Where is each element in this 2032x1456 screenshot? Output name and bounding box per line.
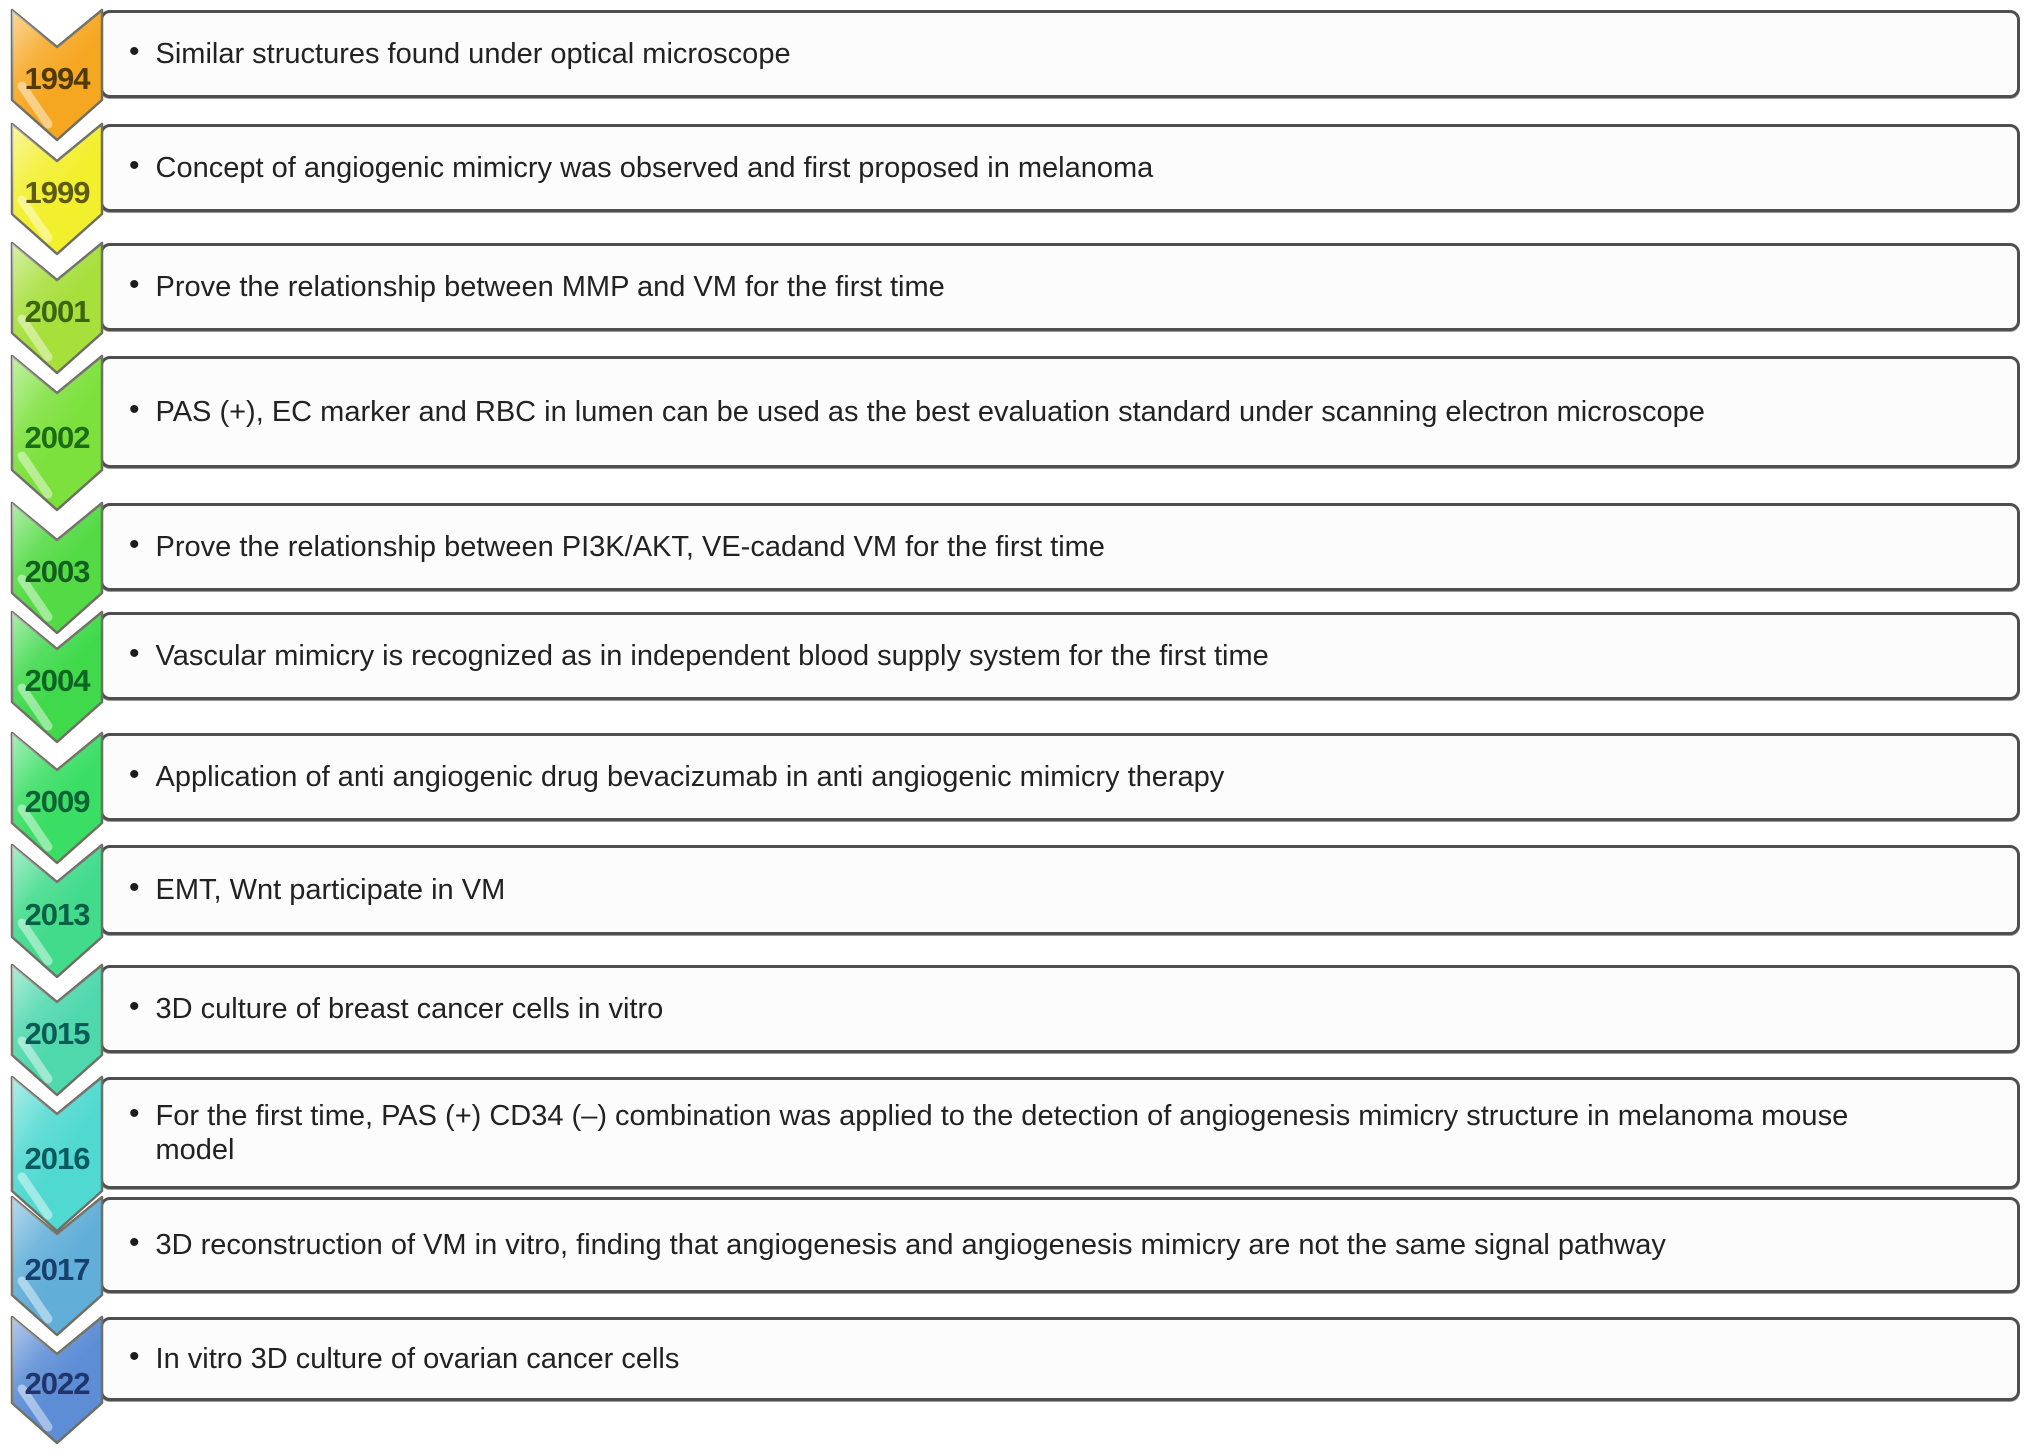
event-text-wrap <box>103 1342 709 1376</box>
event-box <box>100 503 2020 591</box>
bullet-icon: • <box>129 758 140 791</box>
bullet-icon: • <box>129 990 140 1023</box>
event-text-wrap <box>103 1228 1696 1262</box>
event-box <box>100 1077 2020 1189</box>
event-text-wrap <box>103 37 821 71</box>
bullet-icon: • <box>129 1340 140 1373</box>
event-box <box>100 1197 2020 1293</box>
event-box <box>100 612 2020 700</box>
event-text: For the first time, PAS (+) CD34 (–) combination was applied to the detection of angiogenesis mimicry structure in melanoma mouse model <box>155 1100 1849 1166</box>
bullet-icon: • <box>129 1226 140 1259</box>
event-box <box>100 1317 2020 1401</box>
year-label: 2022 <box>24 1365 90 1401</box>
event-text: Application of anti angiogenic drug bevacizumab in anti angiogenic mimicry therapy <box>155 761 1225 793</box>
year-label: 2001 <box>24 294 90 330</box>
event-text-wrap <box>103 395 1735 429</box>
event-text-wrap <box>103 530 1135 564</box>
event-text-wrap <box>103 992 693 1026</box>
event-text: Concept of angiogenic mimicry was observed and first proposed in melanoma <box>155 152 1154 184</box>
bullet-icon: • <box>129 528 140 561</box>
event-box <box>100 733 2020 821</box>
bullet-icon: • <box>129 35 140 68</box>
event-text: EMT, Wnt participate in VM <box>155 874 506 906</box>
event-box <box>100 243 2020 331</box>
event-text-wrap <box>103 760 1254 794</box>
bullet-icon: • <box>129 871 140 904</box>
year-label: 2016 <box>24 1140 90 1176</box>
year-chevron <box>10 1315 104 1445</box>
event-text: In vitro 3D culture of ovarian cancer cells <box>155 1343 680 1375</box>
year-label: 2002 <box>24 419 90 455</box>
event-text: Similar structures found under optical microscope <box>155 38 791 70</box>
year-label: 2009 <box>24 784 90 820</box>
event-box <box>100 10 2020 98</box>
event-box <box>100 124 2020 212</box>
year-label: 1999 <box>24 175 90 211</box>
event-text-wrap <box>103 270 975 304</box>
bullet-icon: • <box>129 393 140 426</box>
year-chevron <box>10 122 104 256</box>
event-text: Vascular mimicry is recognized as in independent blood supply system for the first time <box>155 640 1269 672</box>
bullet-icon: • <box>129 637 140 670</box>
year-chevron <box>10 843 104 979</box>
year-label: 2015 <box>24 1016 90 1052</box>
year-label: 2004 <box>24 663 90 699</box>
bullet-icon: • <box>129 1097 140 1130</box>
event-text: Prove the relationship between PI3K/AKT, VE-cadand VM for the first time <box>155 531 1105 563</box>
event-text-wrap <box>103 1099 1946 1167</box>
year-label: 1994 <box>24 61 90 97</box>
event-box <box>100 356 2020 468</box>
event-text-wrap <box>103 639 1299 673</box>
year-label: 2003 <box>24 554 90 590</box>
event-text: PAS (+), EC marker and RBC in lumen can be used as the best evaluation standard under scanning electron microscope <box>155 396 1705 428</box>
year-label: 2013 <box>24 897 90 933</box>
event-box <box>100 965 2020 1053</box>
bullet-icon: • <box>129 268 140 301</box>
event-text: 3D culture of breast cancer cells in vitro <box>155 993 664 1025</box>
event-text-wrap <box>103 873 535 907</box>
event-text: Prove the relationship between MMP and VM for the first time <box>155 271 945 303</box>
event-text: 3D reconstruction of VM in vitro, finding that angiogenesis and angiogenesis mimicry are not the same signal pathway <box>155 1229 1666 1261</box>
event-box <box>100 845 2020 935</box>
year-chevron <box>10 610 104 744</box>
year-label: 2017 <box>24 1252 90 1288</box>
year-chevron <box>10 354 104 512</box>
event-text-wrap <box>103 151 1183 185</box>
bullet-icon: • <box>129 149 140 182</box>
